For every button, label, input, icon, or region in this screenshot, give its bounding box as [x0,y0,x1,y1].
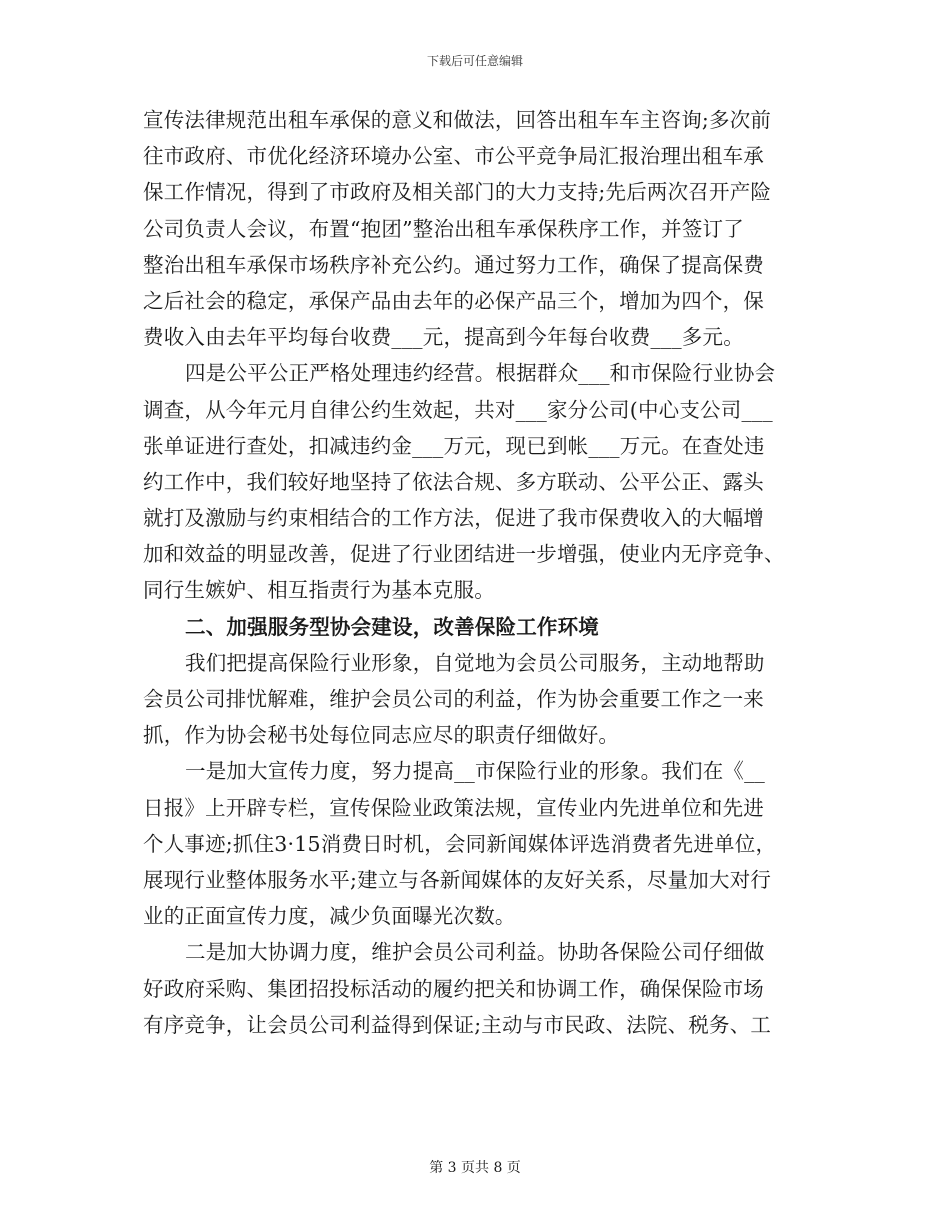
text-line: 会员公司排忧解难，维护会员公司的利益，作为协会重要工作之一来 [143,687,764,711]
text-line: 加和效益的明显改善，促进了行业团结进一步增强，使业内无序竞争、 [143,542,785,567]
text-line: 往市政府、市优化经济环境办公室、市公平竞争局汇报治理出租车承 [143,144,764,169]
document-body [143,102,807,1043]
text-line: 抓，作为协会秘书处每位同志应尽的职责仔细做好。 [143,723,620,748]
text-line: 日报》上开辟专栏，宣传保险业政策法规，宣传业内先进单位和先进 [143,795,764,820]
text-line: 宣传法律规范出租车承保的意义和做法，回答出租车车主咨询;多次前 [143,108,772,132]
text-line: 张单证进行查处，扣减违约金___万元，现已到帐___万元。在查处违 [143,433,765,458]
text-line: 公司负责人会议，布置“抱团”整治出租车承保秩序工作，并签订了 [143,216,744,241]
text-line: 一是加大宣传力度，努力提高__市保险行业的形象。我们在《__ [185,759,765,784]
text-line: 展现行业整体服务水平;建立与各新闻媒体的友好关系，尽量加大对行 [143,867,772,892]
text-line: 调查，从今年元月自律公约生效起，共对___家分公司(中心支公司___ [143,397,773,422]
text-line: 费收入由去年平均每台收费___元，提高到今年每台收费___多元。 [143,325,744,350]
text-line: 就打及激励与约束相结合的工作方法，促进了我市保费收入的大幅增 [143,506,764,531]
section-heading: 二、加强服务型协会建设，改善保险工作环境 [185,614,599,639]
text-line: 有序竞争，让会员公司利益得到保证;主动与市民政、法院、税务、工 [143,1012,772,1037]
page-footer: 第 3 页共 8 页 [429,1160,521,1176]
text-line: 整治出租车承保市场秩序补充公约。通过努力工作，确保了提高保费 [143,252,764,277]
text-line: 个人事迹;抓住3·15消费日时机，会同新闻媒体评选消费者先进单位， [143,831,777,856]
text-line: 之后社会的稳定，承保产品由去年的必保产品三个，增加为四个，保 [143,288,764,313]
text-line: 二是加大协调力度，维护会员公司利益。协助各保险公司仔细做 [185,940,765,965]
text-line: 约工作中，我们较好地坚持了依法合规、多方联动、公平公正、露头 [143,469,764,494]
text-line: 保工作情况，得到了市政府及相关部门的大力支持;先后两次召开产险 [143,180,772,205]
text-line: 我们把提高保险行业形象，自觉地为会员公司服务，主动地帮助 [185,650,765,675]
page-header: 下载后可任意编辑 [426,54,523,68]
text-line: 同行生嫉妒、相互指责行为基本克服。 [143,578,495,603]
text-line: 四是公平公正严格处理违约经营。根据群众___和市保险行业协会 [185,361,776,386]
text-line: 业的正面宣传力度，减少负面曝光次数。 [143,904,516,929]
text-line: 好政府采购、集团招投标活动的履约把关和协调工作，确保保险市场 [143,976,764,1001]
